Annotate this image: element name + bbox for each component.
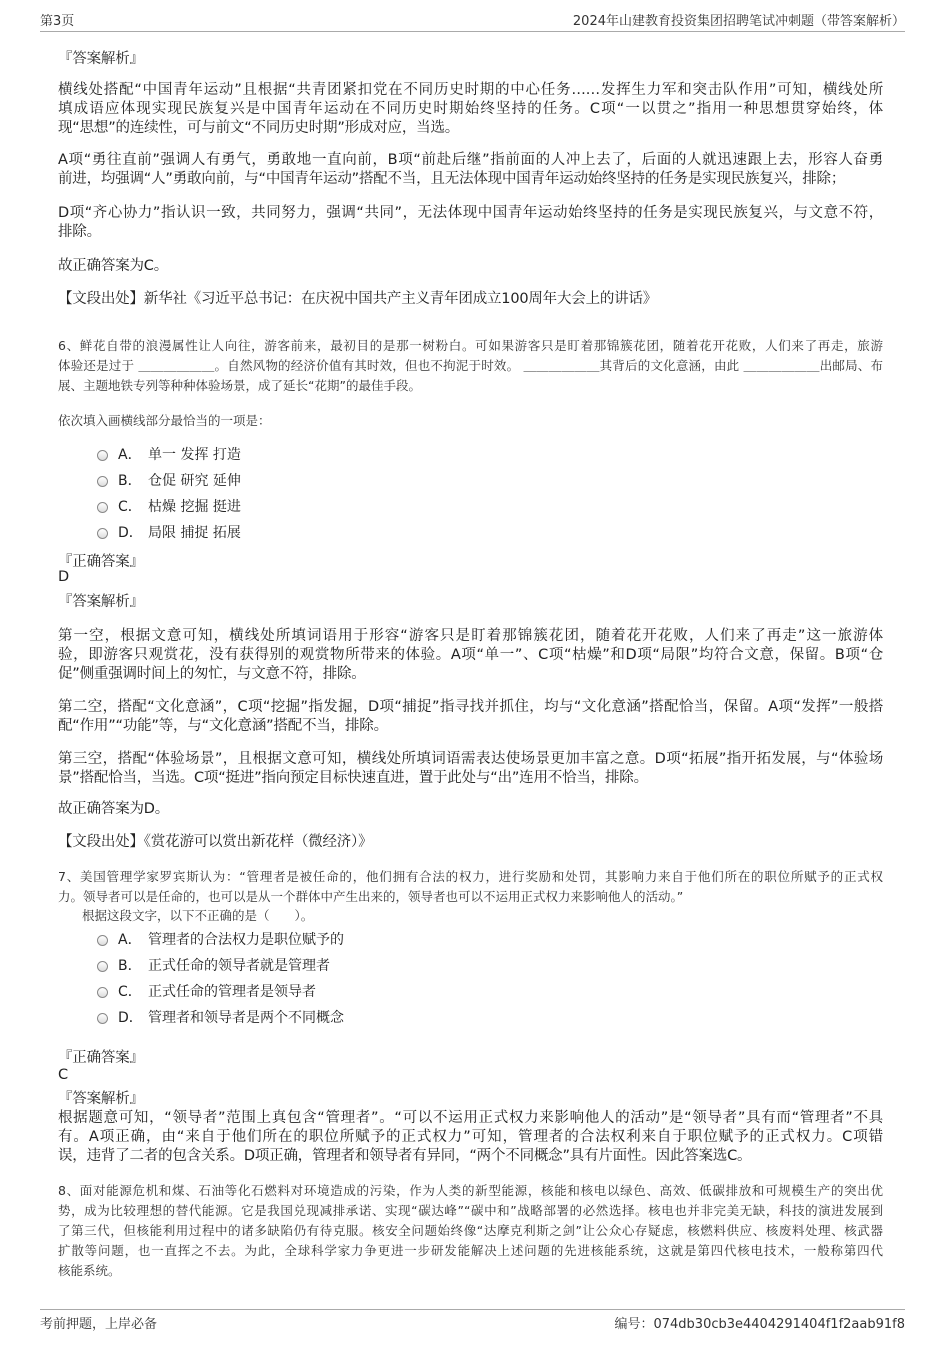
question-stem: 8、面对能源危机和煤、石油等化石燃料对环境造成的污染，作为人类的新型能源，核能和核电以绿色、高效、低碳排放和可规模生产的突出优	[58, 1183, 883, 1198]
question-prompt: 根据这段文字，以下不正确的是（ ）。	[82, 908, 314, 923]
analysis-paragraph: 前进，均强调“人”勇敢向前，与“中国青年运动”搭配不当，且无法体现中国青年运动始终坚持的任务是实现民族复兴，排除；	[58, 171, 846, 187]
correct-answer-label: 『正确答案』	[58, 1050, 144, 1066]
analysis-paragraph: 第一空，根据文意可知，横线处所填词语用于形容“游客只是盯着那锦簇花团，随着花开花败，人们来了再走”这一旅游体	[58, 628, 883, 643]
option-letter: C．	[118, 984, 142, 1000]
option-letter: B．	[118, 473, 142, 489]
header-divider	[40, 31, 905, 32]
analysis-label: 『答案解析』	[58, 51, 144, 67]
document-code: 编号：074db30cb3e4404291404f1f2aab91f8	[614, 1317, 905, 1332]
question-stem: 核能系统。	[58, 1263, 121, 1278]
radio-button-icon[interactable]	[97, 502, 108, 513]
option-text: 正式任命的管理者是领导者	[148, 984, 316, 1000]
option-letter: A．	[118, 447, 142, 463]
source-citation: 【文段出处】《赏花游可以赏出新花样（微经济）》	[58, 834, 373, 850]
analysis-paragraph: 现“思想”的连续性，可与前文“不同历史时期”形成对应，当选。	[58, 120, 460, 136]
option-letter: A．	[118, 932, 142, 948]
answer-option[interactable]	[97, 955, 330, 975]
analysis-paragraph: 横线处搭配“中国青年运动”且根据“共青团紧扣党在不同历史时期的中心任务……发挥生力军和突击队作用”可知，横线处所	[58, 82, 883, 97]
option-text: 单一 发挥 打造	[148, 447, 241, 463]
radio-button-icon[interactable]	[97, 961, 108, 972]
radio-button-icon[interactable]	[97, 528, 108, 539]
answer-option[interactable]	[97, 1007, 344, 1027]
answer-option[interactable]	[97, 522, 241, 542]
correct-answer: D	[58, 569, 69, 585]
source-citation: 【文段出处】新华社《习近平总书记：在庆祝中国共产主义青年团成立100周年大会上的讲话》	[58, 291, 658, 307]
footer-divider	[40, 1309, 905, 1310]
analysis-paragraph: 景”搭配恰当，当选。C项“挺进”指向预定目标快速直进，置于此处与“出”连用不恰当，排除。	[58, 770, 648, 786]
analysis-paragraph: 有。A项正确，由“来自于他们所在的职位所赋予的正式权力”可知，管理者的合法权利来自于职位赋予的正式权力。C项错	[58, 1129, 883, 1144]
option-text: 管理者的合法权力是职位赋予的	[148, 932, 344, 948]
analysis-label: 『答案解析』	[58, 1091, 144, 1107]
option-letter: C．	[118, 499, 142, 515]
question-prompt: 依次填入画横线部分最恰当的一项是：	[58, 413, 271, 428]
analysis-paragraph: 促”侧重强调时间上的匆忙，与文意不符，排除。	[58, 666, 366, 682]
correct-answer-label: 『正确答案』	[58, 554, 144, 570]
question-stem: 势，成为比较理想的替代能源。它是我国兑现减排承诺、实现“碳达峰”“碳中和”战略部署的必然选择。核电也并非完美无缺，科技的演进发展到	[58, 1203, 883, 1218]
option-text: 管理者和领导者是两个不同概念	[148, 1010, 344, 1026]
footer-slogan: 考前押题，上岸必备	[40, 1317, 158, 1332]
conclusion: 故正确答案为D。	[58, 801, 170, 817]
radio-button-icon[interactable]	[97, 1013, 108, 1024]
question-stem: 力。领导者可以是任命的，也可以是从一个群体中产生出来的，领导者也可以不运用正式权力来影响他人的活动。”	[58, 889, 684, 904]
analysis-paragraph: 第三空，搭配“体验场景”，且根据文意可知，横线处所填词语需表达使场景更加丰富之意。D项“拓展”指开拓发展，与“体验场	[58, 751, 883, 766]
correct-answer: C	[58, 1067, 68, 1083]
question-stem: 了第三代，但核能利用过程中的诸多缺陷仍有待克服。核安全问题始终像“达摩克利斯之剑”让公众心存疑虑，核燃料供应、核废料处理、核武器	[58, 1223, 883, 1238]
analysis-paragraph: A项“勇往直前”强调人有勇气，勇敢地一直向前，B项“前赴后继”指前面的人冲上去了，后面的人就迅速跟上去，形容人奋勇	[58, 152, 883, 167]
analysis-paragraph: D项“齐心协力”指认识一致，共同努力，强调“共同”，无法体现中国青年运动始终坚持的任务是实现民族复兴，与文意不符，	[58, 205, 883, 220]
answer-option[interactable]	[97, 470, 241, 490]
analysis-paragraph: 验，即游客只观赏花，没有获得别的观赏物所带来的体验。A项“单一”、C项“枯燥”和D项“局限”均符合文意，保留。B项“仓	[58, 647, 883, 662]
option-text: 枯燥 挖掘 挺进	[148, 499, 241, 515]
question-stem: 扩散等问题，也一直挥之不去。为此，全球科学家力争更进一步研发能解决上述问题的先进核能系统，这就是第四代核电技术，一般称第四代	[58, 1243, 883, 1258]
option-letter: D．	[118, 525, 143, 541]
answer-option[interactable]	[97, 496, 241, 516]
analysis-paragraph: 填成语应体现实现民族复兴是中国青年运动在不同历史时期始终坚持的任务。C项“一以贯之”指用一种思想贯穿始终，体	[58, 101, 883, 116]
analysis-paragraph: 排除。	[58, 224, 101, 240]
analysis-paragraph: 配“作用”“功能”等，与“文化意涵”搭配不当，排除。	[58, 718, 388, 734]
option-text: 仓促 研究 延伸	[148, 473, 241, 489]
answer-option[interactable]	[97, 981, 316, 1001]
document-title: 2024年山建教育投资集团招聘笔试冲刺题（带答案解析）	[572, 14, 905, 29]
radio-button-icon[interactable]	[97, 476, 108, 487]
conclusion: 故正确答案为C。	[58, 258, 169, 274]
option-text: 局限 捕捉 拓展	[148, 525, 241, 541]
page-number: 第3页	[40, 14, 75, 29]
radio-button-icon[interactable]	[97, 450, 108, 461]
analysis-paragraph: 根据题意可知，“领导者”范围上真包含“管理者”。“可以不运用正式权力来影响他人的活动”是“领导者”具有而“管理者”不具	[58, 1110, 883, 1125]
option-letter: B．	[118, 958, 142, 974]
question-stem: 展、主题地铁专列等种种体验场景，成了延长“花期”的最佳手段。	[58, 378, 421, 393]
analysis-label: 『答案解析』	[58, 594, 144, 610]
question-stem: 7、美国管理学家罗宾斯认为：“管理者是被任命的，他们拥有合法的权力，进行奖励和处罚，其影响力来自于他们所在的职位所赋予的正式权	[58, 869, 883, 884]
analysis-paragraph: 误，违背了二者的包含关系。D项正确，管理者和领导者有异同，“两个不同概念”具有片面性。因此答案选C。	[58, 1148, 752, 1164]
question-stem: 6、鲜花自带的浪漫属性让人向往，游客前来，最初目的是那一树粉白。可如果游客只是盯着那锦簇花团，随着花开花败，人们来了再走，旅游	[58, 338, 883, 353]
analysis-paragraph: 第二空，搭配“文化意涵”，C项“挖掘”指发掘，D项“捕捉”指寻找并抓住，均与“文化意涵”搭配恰当，保留。A项“发挥”一般搭	[58, 699, 883, 714]
question-stem: 体验还是过于 ＿＿＿＿＿＿。自然风物的经济价值有其时效，但也不拘泥于时效。 ＿＿＿＿＿＿其背后的文化意涵，由此 ＿＿＿＿＿＿出邮局、布	[58, 358, 883, 373]
option-letter: D．	[118, 1010, 143, 1026]
answer-option[interactable]	[97, 444, 241, 464]
answer-option[interactable]	[97, 929, 344, 949]
radio-button-icon[interactable]	[97, 987, 108, 998]
radio-button-icon[interactable]	[97, 935, 108, 946]
option-text: 正式任命的领导者就是管理者	[148, 958, 330, 974]
